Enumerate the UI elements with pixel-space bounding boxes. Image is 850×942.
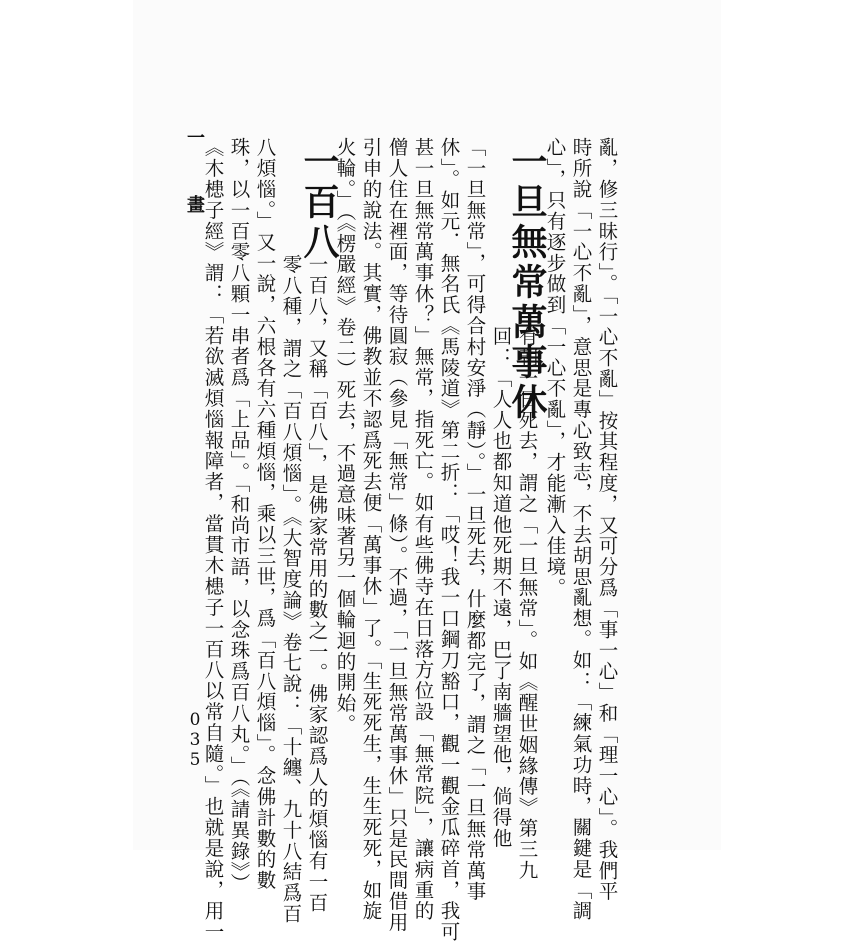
text-column: 休」。如元．無名氏《馬陵道》第二折：「哎！我一口鋼刀豁口，觀一觀金瓜碎首，我可: [437, 137, 461, 942]
entry-heading: 一百八: [298, 143, 340, 263]
text-column: 回：「人人也都知道他死期不遠，巴了南牆望他，倘得他: [489, 326, 513, 849]
text-column: 《木槵子經》謂：「若欲滅煩惱報障者，當貫木槵子一百八以常自隨。」也就是說，用一: [201, 137, 225, 942]
text-column: 一百八，又稱「百八」，是佛家常用的數之一。佛家認爲人的煩惱有一百: [305, 254, 329, 914]
text-column: 零八種，謂之「百八煩惱」。《大智度論》卷七說：「十纏、九十八結爲百: [279, 254, 303, 925]
text-column: 引申的說法。其實，佛教並不認爲死去便「萬事休」了。「生死死生，生生死死，如旋: [359, 137, 383, 922]
text-column: 「一旦無常」，可得合村安淨（靜）。」一旦死去，什麼都完了，謂之「一旦無常萬事: [463, 137, 487, 902]
text-column: 有朝一日死去，謂之「一旦無常」。如《醒世姻緣傳》第三九: [515, 326, 539, 881]
entry-heading: 一旦無常萬事休: [506, 143, 548, 423]
section-marker: 一 畫: [184, 128, 205, 227]
text-column: 心」，只有逐步做到「一心不亂」，才能漸入佳境。: [543, 137, 567, 599]
text-column: 時所說「一心不亂」，意思是專心致志，不去胡思亂想。如：「練氣功時，關鍵是「調: [569, 137, 593, 922]
text-column: 火輪。」（《楞嚴經》卷二）死去，不過意味著另一個輪迴的開始。: [333, 137, 357, 735]
book-page: [133, 0, 721, 942]
page-number: 035: [185, 710, 205, 770]
text-column: 僧人住在裡面，等待圓寂（參見「無常」條）。不過，「一旦無常萬事休」只是民間借用: [385, 137, 409, 933]
text-column: 亂，修三昧行」。「一心不亂」按其程度，又可分爲「事一心」和「理一心」。我們平: [595, 137, 619, 902]
text-column: 甚一旦無常萬事休？」無常，指死亡。如有些佛寺在日落方位設「無常院」，讓病重的: [411, 137, 435, 922]
text-column: 珠，以一百零八顆一串者爲「上品」。「和尚市語，以念珠爲百八丸。」（《請異錄》）: [227, 137, 251, 894]
text-column: 八煩惱。」又一說，六根各有六種煩惱，乘以三世，爲「百八煩惱」。念佛計數的數: [253, 137, 277, 891]
